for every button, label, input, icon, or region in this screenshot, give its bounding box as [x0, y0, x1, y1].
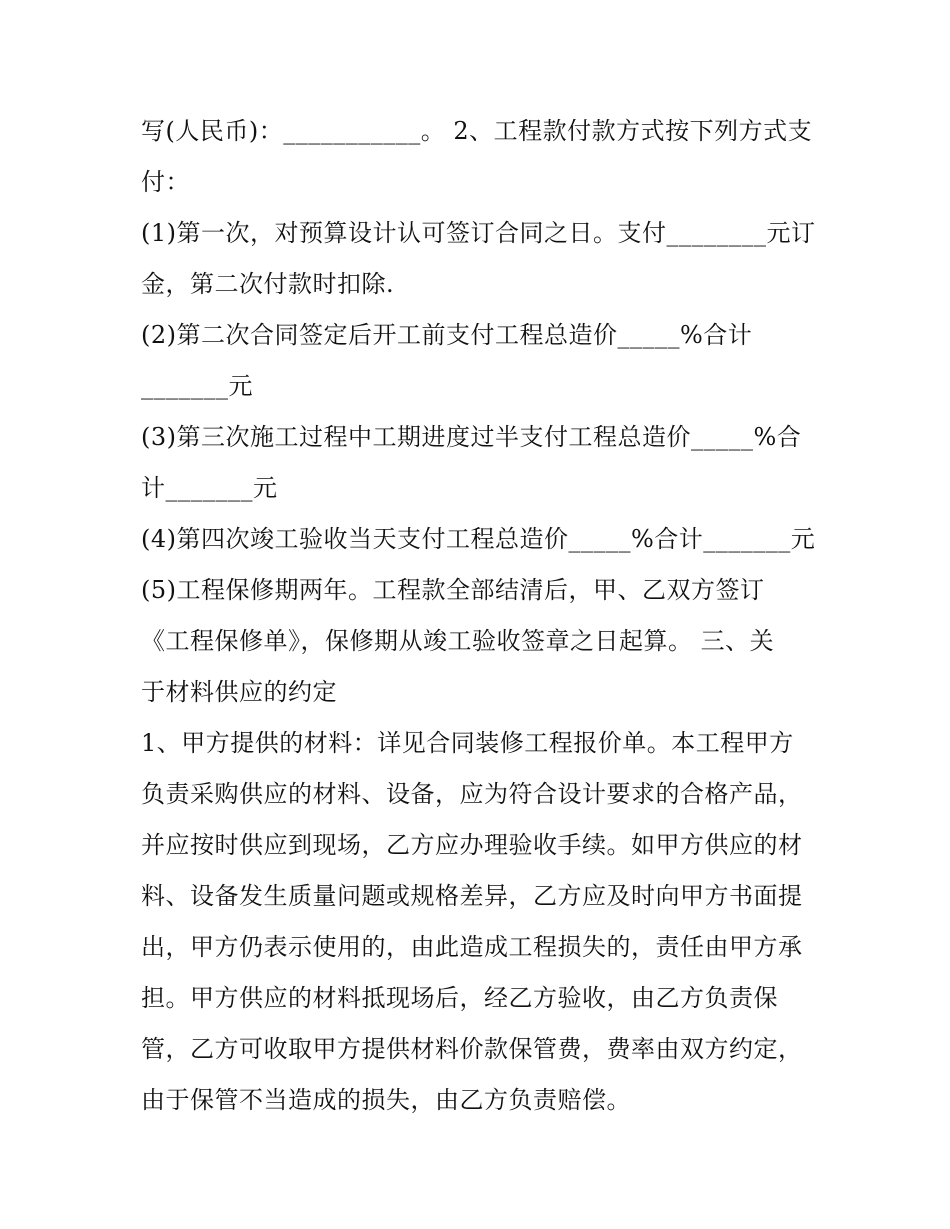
text-line: (3)第三次施工过程中工期进度过半支付工程总造价_____%合 — [141, 423, 802, 451]
text-line: 管，乙方可收取甲方提供材料价款保管费，费率由双方约定， — [141, 1035, 803, 1063]
text-line: (2)第二次合同签定后开工前支付工程总造价_____%合计 — [141, 321, 753, 349]
text-line: 于材料供应的约定 — [141, 678, 337, 706]
text-line: 写(人民币)：___________。 2、工程款付款方式按下列方式支 — [141, 117, 813, 145]
text-line: 并应按时供应到现场，乙方应办理验收手续。如甲方供应的材 — [141, 831, 803, 859]
text-line: _______元 — [141, 372, 253, 400]
text-line: 《工程保修单》，保修期从竣工验收签章之日起算。 三、关 — [141, 627, 775, 655]
text-line: 出，甲方仍表示使用的，由此造成工程损失的，责任由甲方承 — [141, 933, 803, 961]
text-line: 金，第二次付款时扣除. — [141, 270, 395, 298]
text-line: 由于保管不当造成的损失，由乙方负责赔偿。 — [141, 1086, 631, 1114]
text-line: (1)第一次，对预算设计认可签订合同之日。支付________元订 — [141, 219, 816, 247]
text-line: 料、设备发生质量问题或规格差异，乙方应及时向甲方书面提 — [141, 882, 803, 910]
text-line: 担。甲方供应的材料抵现场后，经乙方验收，由乙方负责保 — [141, 984, 778, 1012]
text-line: (4)第四次竣工验收当天支付工程总造价_____%合计_______元 — [141, 525, 816, 553]
text-line: 计_______元 — [141, 474, 278, 502]
text-line: (5)工程保修期两年。工程款全部结清后，甲、乙双方签订 — [141, 576, 765, 604]
text-line: 负责采购供应的材料、设备，应为符合设计要求的合格产品， — [141, 780, 803, 808]
contract-text — [141, 106, 821, 1126]
text-line: 1、甲方提供的材料：详见合同装修工程报价单。本工程甲方 — [141, 729, 794, 757]
text-line: 付： — [141, 168, 190, 196]
